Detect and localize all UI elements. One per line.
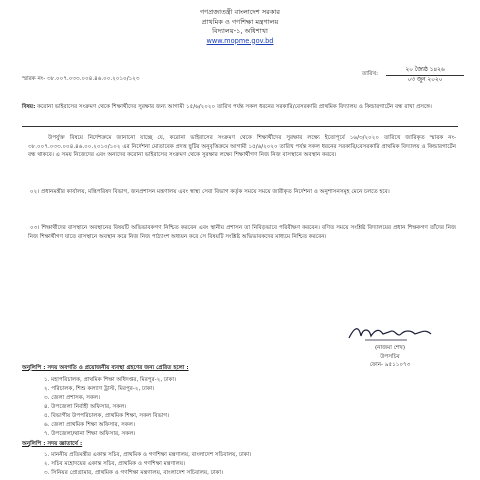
handwritten-signature bbox=[345, 322, 435, 344]
date-english-calendar: ০৩ জুন ২০২০ bbox=[407, 76, 443, 83]
body-paragraph-3: ০৩। শিক্ষার্থীদের বাসস্থানে অবস্থানের বিষয়টি অভিভাবকগণ নিশ্চিত করবেন এবং স্থানীয় প্রশাসন তা নিবিড়ভাবে পরিবীক্ষণ করবেন। বণিত সময়ে সংশ্লিষ্ট বিদ্যালয়ের প্রধান শিক্ষকগণ তাঁদের নিজ নিজ শিক্ষার্থীগণ যাতে বাসস্থানে অবস্থান করে নিজ নিজ পাঠ্যাংশ অধ্যয়ন করে সে বিষয়টি সংশ্লিষ্ট অভিভাবকদের মাধ্যমে নিশ্চিত করবেন। bbox=[28, 225, 456, 240]
date-bangla-calendar: ২০ জ্যৈষ্ঠ ১৪২৬ bbox=[386, 66, 464, 76]
distribution-item: ৬. জেলা প্রাথমিক শিক্ষা অফিসার, সকল। bbox=[44, 422, 135, 429]
distribution-item: ৩. জেলা প্রশাসক, সকল। bbox=[44, 395, 101, 402]
signatory-phone: ফোন- ৯৫১১০৭৩ bbox=[369, 362, 411, 369]
header-line-branch: বিদ্যালয়-১, অধিশাখা bbox=[212, 27, 268, 36]
date-label: তারিখ: bbox=[362, 71, 379, 77]
memo-number: স্মারক নং- ৩৮.০০৭.০৩৩.০০৪.৪৬.০০.২০১০/১২৩ bbox=[22, 76, 140, 82]
distribution-list bbox=[44, 376, 444, 439]
signatory-designation: উপসচিব bbox=[380, 353, 400, 360]
date-block bbox=[362, 66, 464, 85]
body-paragraph-2: ০২। প্রধানমন্ত্রীর কার্যালয়, মন্ত্রিপরিষদ বিভাগ, জনপ্রশাসন মন্ত্রণালয় এবং স্বাস্থ্য সেবা বিভাগ কর্তৃক সময়ে সময়ে জারীকৃত নির্দেশনা ও অনুশাসনসমূহ মেনে চলতে হবে। bbox=[30, 189, 390, 195]
distribution-item: ৪. উপজেলা নির্বাহী অফিসার, সকল। bbox=[44, 404, 127, 411]
subject-block bbox=[22, 103, 458, 112]
subject-text: করোনা ভাইরাসের সংক্রমণ থেকে শিক্ষার্থীদের সুরক্ষার জন্য আগামী ১৫/৬/২০২০ তারিখ পর্যন্ত সকল ধরনের সরকারি/বেসরকারি প্রাথমিক বিদ্যালয় ও কিন্ডারগার্টেন বন্ধ রাখা প্রসঙ্গে। bbox=[37, 104, 432, 110]
subject-label: বিষয়: bbox=[22, 104, 36, 110]
info-copy-item: ১. মাননীয় প্রতিমন্ত্রীর একান্ত সচিব, প্রাথমিক ও গণশিক্ষা মন্ত্রণালয়, বাংলাদেশ সচিবালয়, ঢাকা। bbox=[44, 452, 252, 458]
signature-block bbox=[330, 322, 450, 370]
subject-divider bbox=[22, 126, 458, 127]
distribution-item: ২. পরিচালক, শিশু কল্যাণ ট্রাস্ট, মিরপুর-২, ঢাকা। bbox=[44, 386, 155, 393]
info-copy-list bbox=[44, 451, 444, 478]
distribution-item: ৭. উপজেলা/থানা শিক্ষা অফিসার, সকল। bbox=[44, 431, 136, 438]
info-copy-item: ২. সচিব মহোদয়ের একান্ত সচিব, প্রাথমিক ও গণশিক্ষা মন্ত্রণালয়। bbox=[44, 461, 186, 468]
header-line-ministry: প্রাথমিক ও গণশিক্ষা মন্ত্রণালয় bbox=[201, 17, 279, 26]
signatory-name: (নাজমা শেখ) bbox=[374, 345, 406, 351]
info-copy-heading: অনুলিপি : সদয় জ্ঞাতার্থে : bbox=[22, 441, 83, 447]
letterhead bbox=[0, 8, 480, 46]
distribution-item: ৫. বিভাগীয় উপপরিচালক, প্রাথমিক শিক্ষা, সকল বিভাগ। bbox=[44, 413, 170, 420]
website-link[interactable]: www.mopme.gov.bd bbox=[206, 36, 274, 45]
info-copy-item: ৩. সিনিয়র প্রোগ্রামার, প্রাথমিক ও গণশিক্ষা মন্ত্রণালয়, বাংলাদেশ সচিবালয়, ঢাকা। bbox=[44, 470, 224, 477]
distribution-item: ১. মহাপরিচালক, প্রাথমিক শিক্ষা অধিদপ্তর, মিরপুর-২, ঢাকা। bbox=[44, 377, 177, 383]
distribution-heading: অনুলিপি : সদয় অবগতি ও প্রয়োজনীয় ব্যবস্থা গ্রহণের জন্য প্রেরিত হলো : bbox=[22, 365, 189, 371]
header-line-government: গণপ্রজাতন্ত্রী বাংলাদেশ সরকার bbox=[199, 8, 281, 16]
body-paragraph-1: উপর্যুক্ত বিষয়ে নির্দেশক্রমে জানানো যাচ্ছে যে, করোনা ভাইরাসের সংক্রমণ থেকে শিক্ষার্থীদের সুরক্ষার লক্ষ্যে ইতোপূর্বে ১৬/৩/২০২০ তারিখে জারিকৃত স্মারক নং- ৩৮.০০৭.০৩৩.০০৪.৪৬.০০.২০১০/১০২ এর নির্দেশনা মোতাবেক প্রদত্ত ছুটির অনুবৃত্তিক্রমে আগামী ১৫/৬/২০২০ তারিখ পর্যন্ত সকল ধরনের সরকারি/বেসরকারি প্রাথমিক বিদ্যালয় ও কিন্ডারগার্টেন বন্ধ থাকবে। এ সময় নিজেদের এবং অন্যদের করোনা ভাইরাসের সংক্রমণ থেকে সুরক্ষার লক্ষ্যে শিক্ষার্থীগণ নিজ নিজ বাসস্থানে অবস্থান করবে। bbox=[28, 135, 456, 159]
